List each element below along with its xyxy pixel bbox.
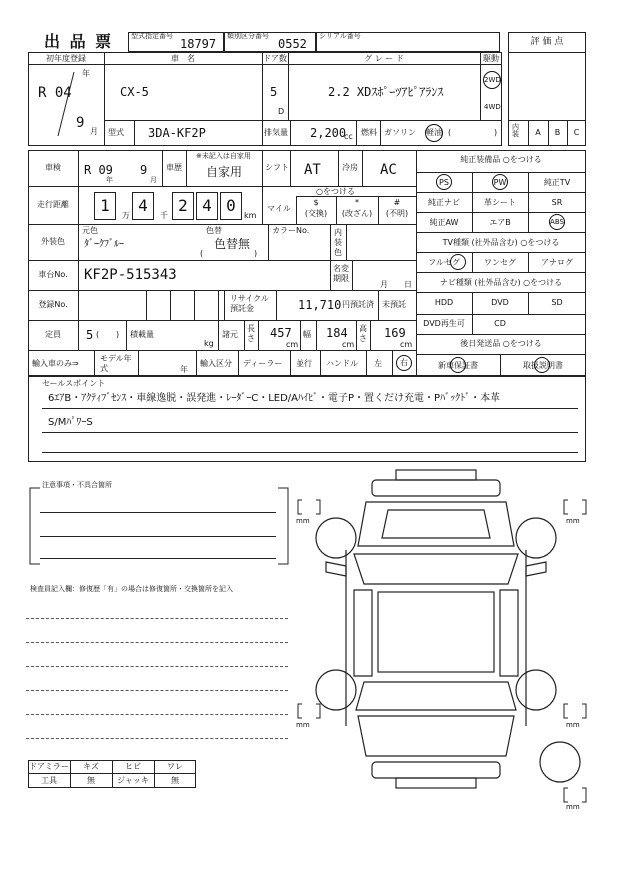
ac-label: 冷房	[342, 163, 358, 172]
not-deposited-label: 未預託	[382, 300, 406, 309]
legend-value-2: ジャッキ	[117, 776, 149, 785]
model-year-label: モデル年式	[100, 354, 132, 373]
car-diagram	[296, 466, 596, 806]
mileage-digit: 4	[202, 196, 212, 215]
tv-oneseg: ワンセグ	[484, 258, 516, 267]
inspection-label: 車検	[45, 163, 61, 172]
model-value: 3DA-KF2P	[148, 126, 206, 140]
repaint-paren-open: (	[200, 249, 204, 258]
mm-top-left: mm	[296, 517, 310, 525]
height-label: 高さ	[359, 324, 367, 343]
equip-sr: SR	[551, 198, 563, 207]
repaint-value: 色替無	[214, 237, 251, 251]
exterior-color-value: ﾀﾞｰｸﾌﾞﾙｰ	[84, 239, 124, 250]
equip-abs: ABS	[550, 218, 564, 226]
repaint-paren-close: )	[254, 249, 258, 258]
inspection-month-unit: 月	[150, 176, 157, 184]
interior-color-label: 内装色	[334, 228, 342, 257]
right-handle: 右	[400, 358, 408, 367]
car-name-value: CX-5	[120, 85, 149, 99]
mm-top-right: mm	[566, 517, 580, 525]
category-label: 類別区分番号	[227, 32, 269, 40]
equip-ps: PS	[439, 178, 449, 187]
length-cm: cm	[286, 340, 299, 349]
exchange-sym: $	[313, 198, 319, 207]
unknown-sym: #	[393, 198, 401, 207]
legend-value-3: 無	[171, 776, 179, 785]
mileage-digit: 1	[100, 196, 110, 215]
length-value: 457	[270, 326, 292, 340]
category-value: 0552	[278, 37, 307, 51]
tamper-sym: *	[355, 198, 359, 207]
repaint-label: 色替	[206, 226, 222, 235]
width-label: 幅	[303, 330, 311, 339]
displacement-cc: cc	[344, 132, 353, 141]
sales-point-line1: 6ｴｱB・ｱｸﾃｨﾌﾞｾﾝｽ・車線逸脱・誤発進・ﾚｰﾀﾞｰC・LED/Aﾊｲﾋﾞ・電子P・置くだけ充電・Pﾊﾞｯｸﾄﾞ・本革	[48, 393, 501, 404]
navi-sd: SD	[551, 298, 563, 307]
height-cm: cm	[400, 340, 413, 349]
first-reg-month-unit: 月	[90, 127, 98, 136]
inspection-era: R 09	[84, 163, 113, 177]
later-title: 後日発送品 ○をつける	[460, 339, 542, 348]
interior-a: A	[535, 128, 541, 137]
mm-spare: mm	[566, 803, 580, 811]
shift-value: AT	[304, 162, 321, 178]
title-change-label: 名変期限	[333, 264, 349, 283]
bracket-br	[562, 702, 592, 722]
navi-dvd-play: DVD再生可	[423, 319, 465, 328]
fuel-diesel: 軽油	[426, 128, 442, 137]
inspection-year-unit: 年	[106, 176, 113, 184]
type-designation-value: 18797	[180, 37, 217, 51]
first-reg-year-unit: 年	[82, 69, 90, 78]
dealer-label: ディーラー	[243, 359, 283, 368]
notes-bracket	[28, 486, 290, 566]
history-label: 車歴	[166, 163, 182, 172]
sales-point-line2: S/MﾊﾟﾜｰS	[48, 417, 93, 428]
rating-label: 評 価 点	[530, 37, 564, 47]
navi-cd: CD	[494, 319, 506, 328]
drive-2wd: 2WD	[484, 76, 501, 84]
car-name-label: 車 名	[171, 54, 195, 63]
inspector-label: 検査員記入欄：修復歴「有」の場合は修復箇所・交換箇所を記入	[30, 585, 233, 593]
legend-header-3: ワレ	[167, 762, 183, 771]
unknown-label: (不明)	[385, 209, 409, 218]
sales-point-box	[28, 376, 586, 462]
exterior-label: 外装色	[41, 237, 65, 246]
tv-fullseg: フルセグ	[428, 258, 460, 267]
left-handle: 左	[374, 359, 382, 368]
model-year-unit: 年	[180, 365, 188, 374]
notes-label: 注意事項・不具合箇所	[42, 481, 112, 489]
mile-label: マイル	[267, 204, 291, 213]
import-only-label: 輸入車のみ⇒	[32, 359, 79, 368]
navi-title: ナビ種類 (社外品含む) ○をつける	[439, 278, 563, 287]
equip-airbag: エアB	[489, 218, 511, 227]
tv-title: TV種類 (社外品含む) ○をつける	[442, 238, 560, 247]
ac-value: AC	[380, 162, 397, 178]
deposited-label: 預託済	[350, 300, 374, 309]
length-label: 長さ	[247, 324, 255, 343]
grade-label: グ レ ー ド	[364, 54, 404, 63]
legend-value-1: 無	[87, 776, 95, 785]
equip-genuine-tv: 純正TV	[543, 178, 571, 187]
capacity-paren-close: )	[116, 330, 120, 339]
width-cm: cm	[342, 340, 355, 349]
fuel-paren-open: (	[448, 128, 452, 137]
mileage-km: km	[244, 211, 257, 220]
mm-bottom-right: mm	[566, 721, 580, 729]
load-label: 積載量	[130, 330, 154, 339]
capacity-paren-open: (	[96, 330, 100, 339]
model-label: 型式	[108, 128, 124, 137]
serial-label: シリアル番号	[319, 32, 361, 40]
color-no-label: カラーNo.	[272, 226, 310, 235]
doors-value: 5	[270, 85, 278, 99]
later-warranty: 新車保証書	[438, 361, 478, 370]
equip-leather: 革シート	[484, 198, 516, 207]
title-change-month: 月	[380, 280, 388, 289]
drive-label: 駆動	[483, 54, 499, 63]
bracket-tl	[296, 498, 326, 518]
original-color-label: 元色	[82, 226, 98, 235]
capacity-label: 定員	[45, 330, 61, 339]
interior-b: B	[554, 128, 561, 137]
doors-sub: D	[278, 107, 285, 116]
legend-header-1: キズ	[83, 762, 99, 771]
title-change-day: 日	[404, 280, 412, 289]
exchange-label: (交換)	[304, 209, 328, 218]
legend-header-2: ヒビ	[125, 762, 141, 771]
mileage-digit: 2	[178, 196, 188, 215]
circle-note-mileage: ○をつける	[316, 187, 355, 196]
first-reg-month: 9	[76, 115, 85, 131]
mm-bottom-left: mm	[296, 721, 310, 729]
form-title: 出 品 票	[44, 32, 114, 51]
navi-dvd: DVD	[491, 298, 509, 307]
recycle-unit: 円	[342, 300, 350, 309]
equip-pw: PW	[493, 178, 507, 187]
import-type-label: 輸入区分	[200, 359, 232, 368]
handle-label: ハンドル	[326, 359, 358, 368]
legend-value-0: 工具	[41, 776, 57, 785]
first-reg-label: 初年度登録	[46, 54, 86, 63]
grade-value: 2.2 XDｽﾎﾟｰﾂｱﾋﾟｱﾗﾝｽ	[328, 85, 444, 99]
height-value: 169	[384, 326, 406, 340]
bracket-tr	[562, 498, 592, 518]
equip-genuine-aw: 純正AW	[429, 218, 459, 227]
first-reg-era: R 04	[38, 85, 72, 101]
fuel-gas: ガソリン	[384, 128, 416, 137]
genuine-title: 純正装備品 ○をつける	[460, 155, 542, 164]
interior-c: C	[573, 128, 580, 137]
bracket-spare	[562, 786, 592, 806]
recycle-label: リサイクル預託金	[230, 294, 269, 313]
displacement-value: 2,200	[310, 126, 347, 140]
drive-4wd: 4WD	[484, 103, 501, 111]
mileage-man: 万	[122, 211, 130, 220]
shift-label: シフト	[265, 163, 289, 172]
fuel-label: 燃料	[361, 128, 377, 137]
tamper-label: (改ざん)	[341, 209, 373, 218]
later-manual: 取扱説明書	[523, 361, 563, 370]
inspection-month: 9	[140, 163, 148, 177]
fuel-paren-close: )	[494, 128, 498, 137]
sales-point-label: セールスポイント	[42, 379, 106, 388]
navi-hdd: HDD	[434, 298, 454, 307]
mileage-label: 走行距離	[37, 200, 69, 209]
reg-label: 登録No.	[38, 300, 68, 309]
parallel-label: 並行	[296, 359, 312, 368]
mileage-digit: 4	[138, 196, 148, 215]
legend-header-0: ドアミラー	[29, 762, 69, 771]
history-value: 自家用	[206, 165, 243, 179]
mileage-sen: 千	[160, 211, 168, 220]
chassis-label: 車台No.	[38, 270, 68, 279]
history-note: ※未記入は自家用	[196, 152, 251, 160]
capacity-value: 5	[86, 328, 94, 342]
displacement-label: 排気量	[264, 128, 288, 137]
load-unit: kg	[204, 339, 214, 348]
type-designation-label: 型式指定番号	[131, 32, 173, 40]
doors-label: ドア数	[263, 54, 287, 63]
dims-label: 諸元	[222, 330, 238, 339]
chassis-value: KF2P-515343	[84, 267, 177, 283]
bracket-bl	[296, 702, 326, 722]
mileage-digit: 0	[226, 196, 236, 215]
equip-genuine-navi: 純正ナビ	[428, 198, 460, 207]
width-value: 184	[326, 326, 348, 340]
tv-analog: アナログ	[541, 258, 573, 267]
interior-label: 内装	[512, 123, 519, 138]
recycle-value: 11,710	[298, 298, 342, 312]
